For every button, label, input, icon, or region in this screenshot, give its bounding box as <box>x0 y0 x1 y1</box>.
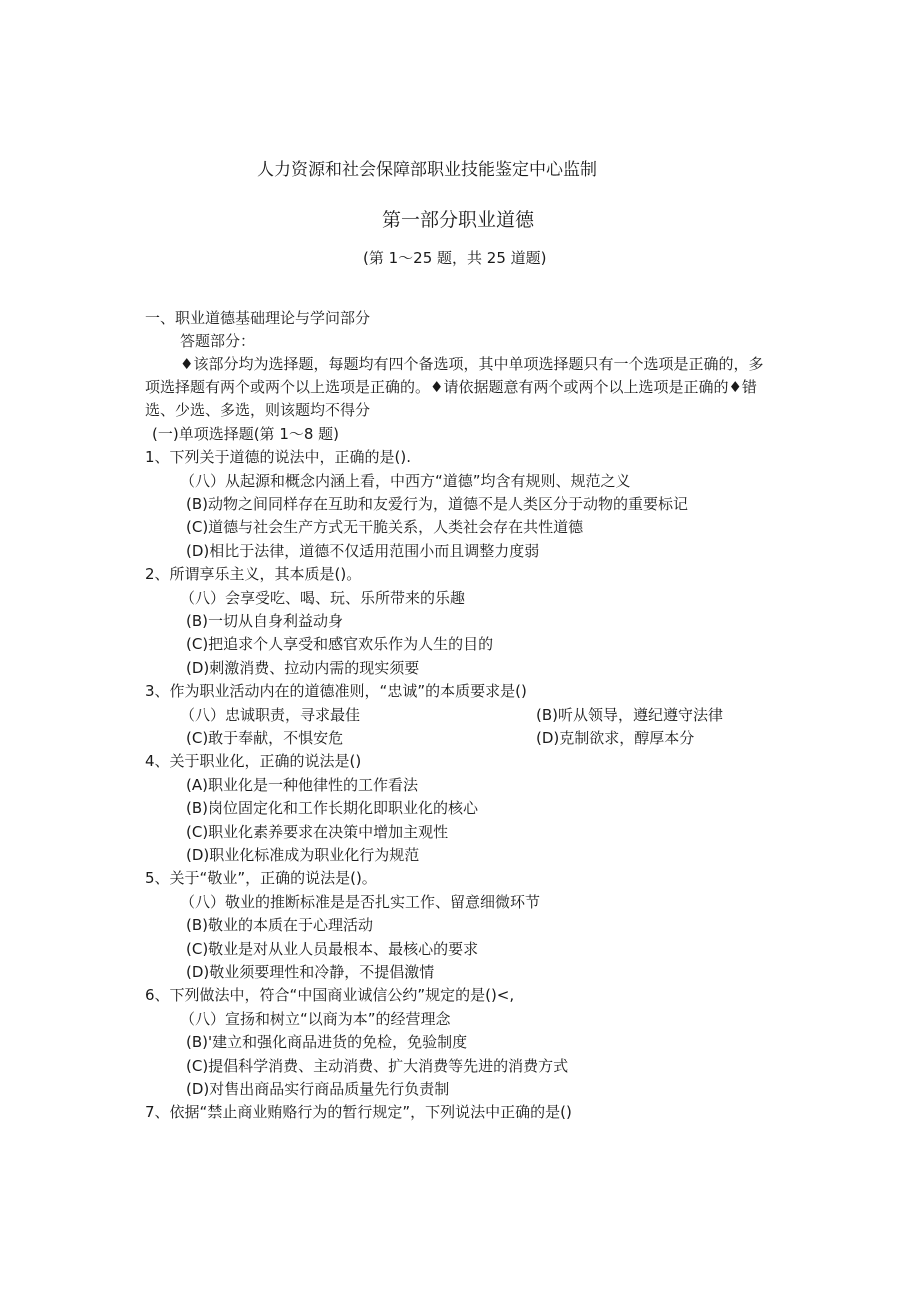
question-stem: 1、下列关于道德的说法中，正确的是(). <box>145 448 412 466</box>
question-option: (C)职业化素养要求在决策中增加主观性 <box>186 823 449 841</box>
question-option: (D)对售出商品实行商品质量先行负责制 <box>186 1080 450 1098</box>
question-option: （八）忠诚职责，寻求最佳 <box>180 706 361 724</box>
part-title: 第一部分职业道德 <box>382 209 535 231</box>
question-option: (B)动物之间同样存在互助和友爱行为，道德不是人类区分于动物的重要标记 <box>186 495 688 513</box>
question-option: （八）敬业的推断标准是是否扎实工作、留意细微环节 <box>180 893 541 911</box>
question-option: (A)职业化是一种他律性的工作看法 <box>186 776 418 794</box>
question-option: （八）宣扬和树立“以商为本”的经营理念 <box>180 1010 451 1028</box>
question-stem: 2、所谓享乐主义，其本质是()。 <box>145 565 362 583</box>
org-header: 人力资源和社会保障部职业技能鉴定中心监制 <box>257 160 597 180</box>
instruction-line: ♦该部分均为选择题，每题均有四个备选项，其中单项选择题只有一个选项是正确的，多 <box>180 355 764 373</box>
question-option: (B)听从领导，遵纪遵守法律 <box>536 706 723 724</box>
question-option: (D)克制欲求，醇厚本分 <box>536 729 695 747</box>
question-option: (C)把追求个人享受和感官欢乐作为人生的目的 <box>186 635 494 653</box>
question-option: (C)道德与社会生产方式无干脆关系，人类社会存在共性道德 <box>186 518 584 536</box>
question-option: (B)敬业的本质在于心理活动 <box>186 916 373 934</box>
question-stem: 3、作为职业活动内在的道德准则，“忠诚”的本质要求是() <box>145 682 527 700</box>
question-option: (D)职业化标准成为职业化行为规范 <box>186 846 420 864</box>
question-option: (C)敬业是对从业人员最根本、最核心的要求 <box>186 940 479 958</box>
question-option: (B)岗位固定化和工作长期化即职业化的核心 <box>186 799 478 817</box>
question-stem: 4、关于职业化，正确的说法是() <box>145 752 362 770</box>
instruction-line: 选、少选、多选，则该题均不得分 <box>145 401 371 419</box>
section-heading: 一、职业道德基础理论与学问部分 <box>145 309 371 327</box>
instruction-line: 项选择题有两个或两个以上选项是正确的。♦请依据题意有两个或两个以上选项是正确的♦错 <box>145 378 757 396</box>
question-option: (D)相比于法律，道德不仅适用范围小而且调整力度弱 <box>186 542 540 560</box>
question-option: (B)一切从自身利益动身 <box>186 612 343 630</box>
question-option: (C)敢于奉献，不惧安危 <box>186 729 344 747</box>
question-range: (第 1〜25 题，共 25 道题) <box>363 249 547 267</box>
answer-label: 答题部分： <box>180 332 256 350</box>
question-option: (B)'建立和强化商品进货的免检，免验制度 <box>186 1033 468 1051</box>
single-choice-heading: (一)单项选择题(第 1〜8 题) <box>152 425 340 443</box>
question-stem: 6、下列做法中，符合“中国商业诚信公约”规定的是()<, <box>145 986 515 1004</box>
question-stem: 7、依据“禁止商业贿赂行为的暂行规定”，下列说法中正确的是() <box>145 1103 572 1121</box>
question-option: (C)提倡科学消费、主动消费、扩大消费等先进的消费方式 <box>186 1057 569 1075</box>
question-option: （八）会享受吃、喝、玩、乐所带来的乐趣 <box>180 589 466 607</box>
question-stem: 5、关于“敬业”，正确的说法是()。 <box>145 869 377 887</box>
question-option: （八）从起源和概念内涵上看，中西方“道德”均含有规则、规范之义 <box>180 472 631 490</box>
question-option: (D)敬业须要理性和冷静，不提倡激情 <box>186 963 435 981</box>
question-option: (D)刺激消费、拉动内需的现实须要 <box>186 659 420 677</box>
